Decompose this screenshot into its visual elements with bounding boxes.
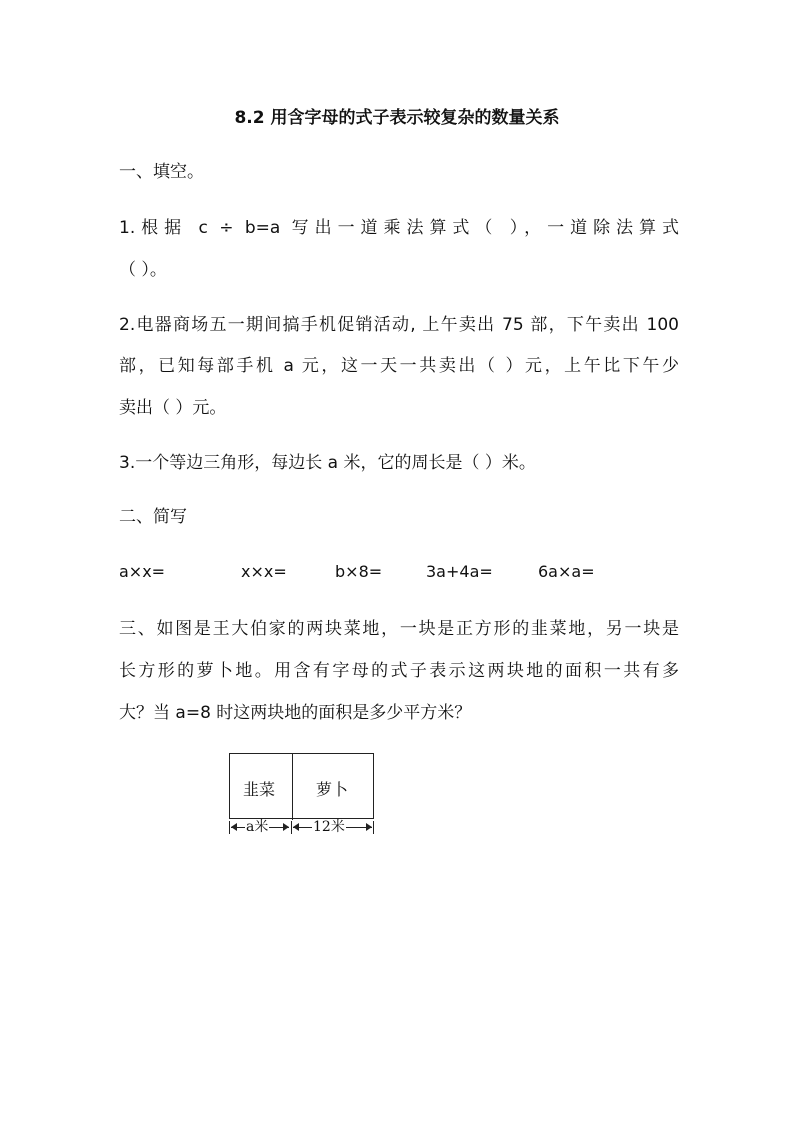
- section2-heading: 二、简写: [119, 507, 187, 527]
- shorthand-item: a×x=: [119, 562, 166, 581]
- dimension-tick: [291, 821, 292, 834]
- section3-line1: 三、如图是王大伯家的两块菜地，一块是正方形的韭菜地，另一块是: [119, 619, 679, 639]
- garden-figure: [229, 753, 375, 833]
- left-arrowhead: [231, 823, 237, 831]
- q1-line1: 1.根据 c ÷ b=a 写出一道乘法算式（ ），一道除法算式: [119, 218, 679, 238]
- left-dimension-label: a米: [246, 819, 269, 835]
- q1-line2: （ ）。: [119, 260, 167, 280]
- q2-line1: 2.电器商场五一期间搞手机促销活动, 上午卖出 75 部，下午卖出 100: [119, 315, 679, 335]
- q2-line3: 卖出（ ）元。: [119, 398, 227, 418]
- dimension-tick: [373, 821, 374, 834]
- plot-divider: [292, 754, 293, 820]
- shorthand-item: 3a+4a=: [426, 562, 493, 581]
- dimension-tick: [229, 821, 230, 834]
- leek-plot-label: 韭菜: [243, 780, 276, 799]
- shorthand-row: [0, 562, 794, 586]
- section3-line2: 长方形的萝卜地。用含有字母的式子表示这两块地的面积一共有多: [119, 661, 679, 681]
- section3-line3: 大？当 a=8 时这两块地的面积是多少平方米？: [119, 703, 472, 723]
- q3-line1: 3.一个等边三角形，每边长 a 米，它的周长是（ ）米。: [119, 453, 536, 473]
- dimension-row: [229, 819, 375, 835]
- shorthand-item: b×8=: [335, 562, 383, 581]
- right-arrowhead: [283, 823, 289, 831]
- right-dimension-label: 12米: [313, 819, 345, 835]
- left-arrowhead: [293, 823, 299, 831]
- q2-line2: 部，已知每部手机 a 元，这一天一共卖出（ ）元，上午比下午少: [119, 356, 679, 376]
- radish-plot-label: 萝卜: [316, 780, 349, 799]
- shorthand-item: 6a×a=: [538, 562, 595, 581]
- garden-outline: [229, 753, 374, 819]
- section1-heading: 一、填空。: [119, 162, 204, 182]
- right-arrowhead: [366, 823, 372, 831]
- shorthand-item: x×x=: [241, 562, 287, 581]
- page-title: 8.2 用含字母的式子表示较复杂的数量关系: [234, 108, 560, 128]
